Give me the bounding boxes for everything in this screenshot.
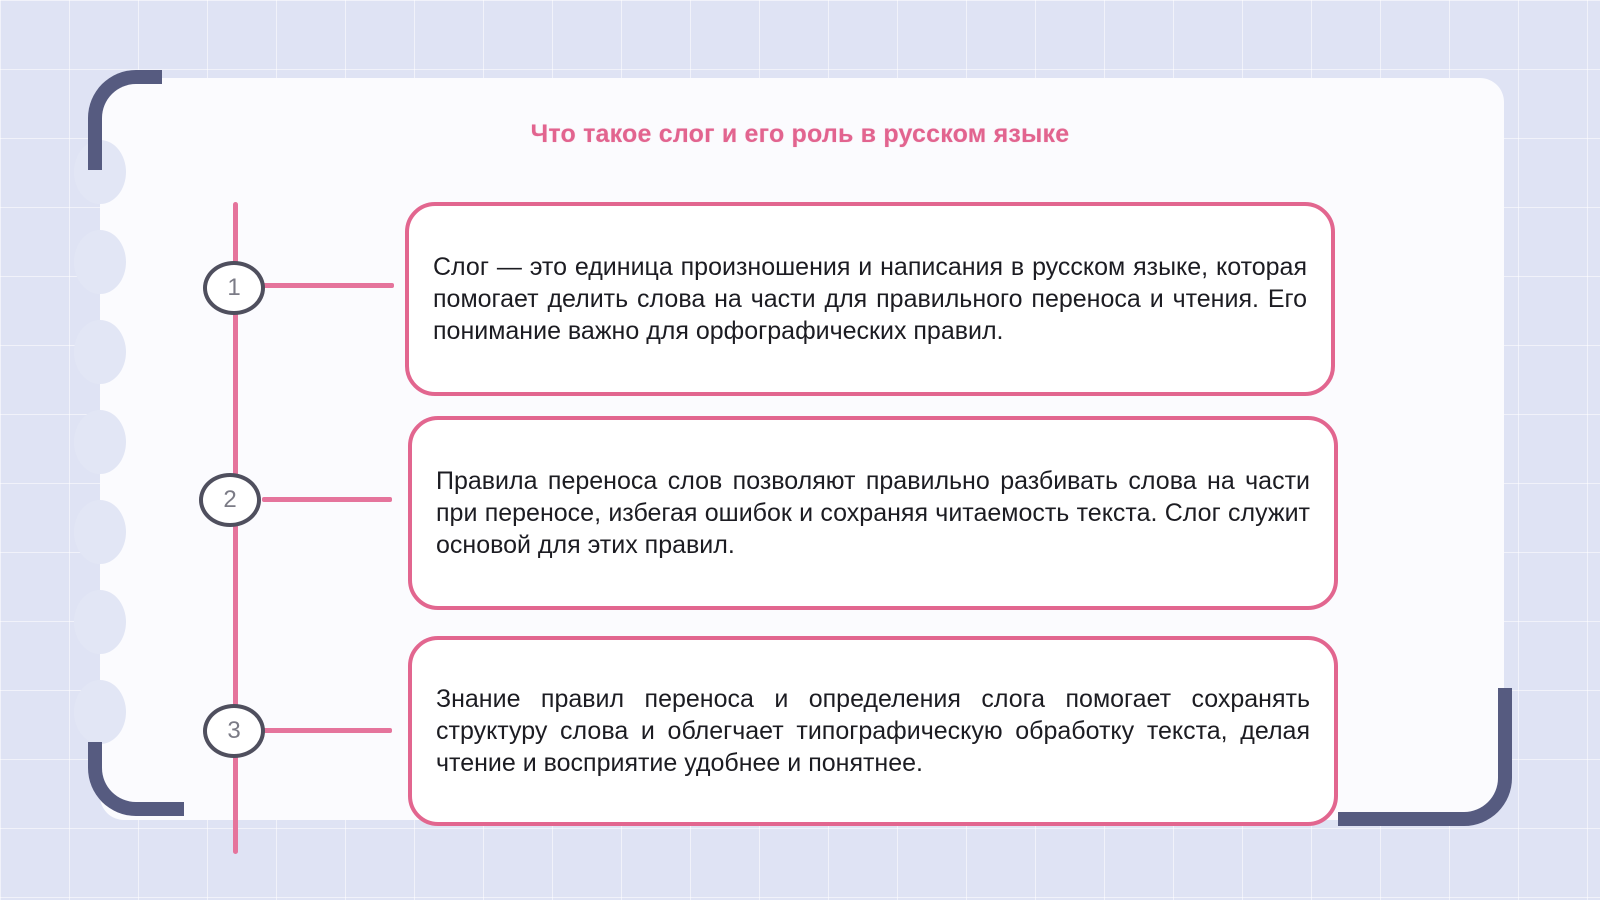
step-number-badge: 2 [199, 473, 261, 527]
step-card [408, 636, 1338, 826]
sheet-notch [74, 230, 126, 294]
corner-bracket-top-left [88, 70, 162, 170]
step-number-badge: 1 [203, 261, 265, 315]
step-card-text: Слог — это единица произношения и написания в русском языке, которая помогает делить слова на части для правильного переноса и чтения. Его понимание важно для орфографических правил. [433, 253, 1307, 345]
sheet-notch [74, 590, 126, 654]
sheet-notch [74, 500, 126, 564]
timeline-connector [262, 728, 392, 733]
sheet-notch [74, 320, 126, 384]
timeline-connector [262, 497, 392, 502]
slide-title: Что такое слог и его роль в русском языке [530, 120, 1070, 148]
step-card [408, 416, 1338, 610]
step-card [405, 202, 1335, 396]
step-card-text: Знание правил переноса и определения слога помогает сохранять структуру слова и облегчает типографическую обработку текста, делая чтение и восприятие удобнее и понятнее. [436, 685, 1310, 777]
corner-bracket-bottom-right [1338, 688, 1512, 826]
timeline-connector [262, 283, 394, 288]
sheet-notch [74, 410, 126, 474]
step-number-badge: 3 [203, 704, 265, 758]
sheet-notch [74, 680, 126, 744]
step-card-text: Правила переноса слов позволяют правильно разбивать слова на части при переносе, избегая ошибок и сохраняя читаемость текста. Слог служит основой для этих правил. [436, 467, 1310, 559]
